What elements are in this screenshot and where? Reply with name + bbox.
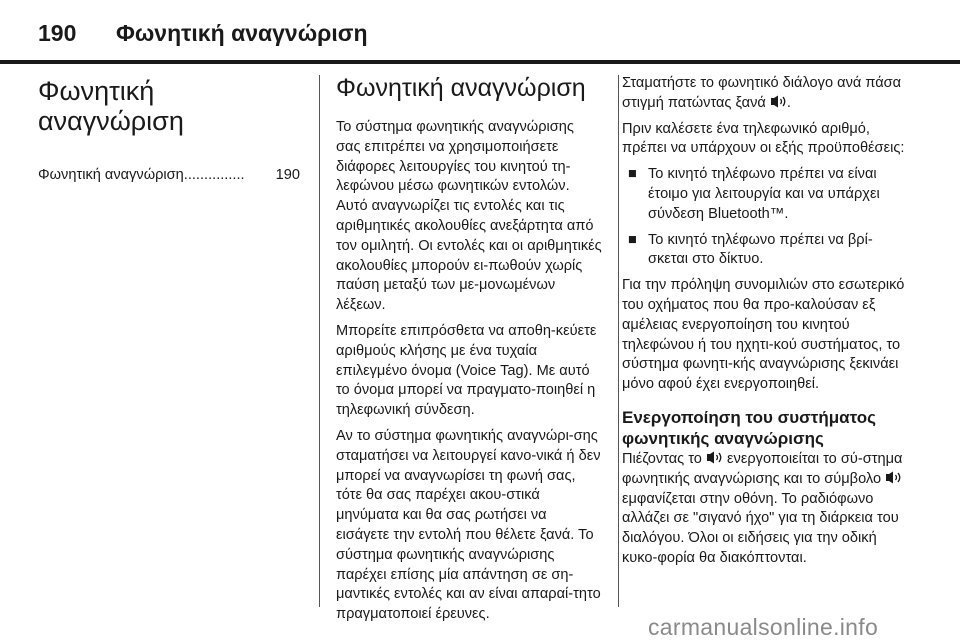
column-divider-2 [618,75,619,607]
prerequisites-paragraph: Πριν καλέσετε ένα τηλεφωνικό αριθμό, πρέπει να υπάρχουν οι εξής προϋποθέσεις: [622,120,905,157]
activation-paragraph: Πιέζοντας το ενεργοποιείται το σύ-στημα φωνητικής αναγνώρισης και το σύμβολο εμφανίζεται στην οθόνη. Το ραδιόφωνο αλλάζει σε "σιγανό ήχο" για τη διάρκεια του διαλόγου. Όλοι οι ειδήσεις για την οδική κυκο-φορία θα διακόπτονται. [622,450,903,566]
column-divider-1 [319,75,320,607]
section-heading: Φωνητική αναγνώριση [336,74,586,102]
activation-subheading: Ενεργοποίηση του συστήματος φωνητικής αναγνώρισης [622,407,876,448]
header-rule [0,60,960,64]
toc-title-line2: αναγνώριση [38,106,184,136]
bullet-mark: ■ [628,166,637,183]
list-item [622,165,912,224]
page-number: 190 [38,20,77,46]
voice-command-icon [885,471,902,484]
toc-column [38,74,300,186]
toc-entry-label: Φωνητική αναγνώριση [38,167,184,183]
voice-command-icon [770,95,787,108]
watermark: carmanualsonline.info [648,614,879,640]
toc-entry[interactable] [38,166,300,186]
bullet-mark: ■ [628,231,637,248]
bullet-text-1: Το κινητό τηλέφωνο πρέπει να είναι έτοιμο για λειτουργία και να υπάρχει σύνδεση Bluetooth™. [648,166,880,222]
prevention-paragraph: Για την πρόληψη συνομιλιών στο εσωτερικό του οχήματος που θα προ-καλούσαν εξ αμέλειας ενεργοποίηση του κινητού τηλεφώνου ή του ηχητι-κού συστήματος, το σύστημα φωνητι-κής αναγνώρισης ξεκινάει μόνο αφού έχει ενεργοποιηθεί. [622,277,905,393]
page-header-title: Φωνητική αναγνώριση [116,20,368,46]
main-column [336,74,602,631]
stop-dialog-paragraph: Σταματήστε το φωνητικό διάλογο ανά πάσα στιγμή πατώντας ξανά . [622,75,902,111]
right-column [622,74,912,575]
voice-tag-paragraph: Μπορείτε επιπρόσθετα να αποθη-κεύετε αριθμούς κλήσης με ένα τυχαία επιλεγμένο όνομα (Voice Tag). Με αυτό το όνομα μπορεί να πραγματο-ποιηθεί η τηλεφωνική σύνδεση. [336,322,597,419]
list-item [622,231,912,271]
toc-entry-page: 190 [275,167,300,183]
toc-title [38,76,300,136]
bullet-text-2: Το κινητό τηλέφωνο πρέπει να βρί-σκεται στο δίκτυο. [648,231,873,268]
voice-command-icon [706,451,723,464]
toc-entry-dots: ............... [183,167,245,183]
toc-title-line1: Φωνητική [38,76,155,106]
error-handling-paragraph: Αν το σύστημα φωνητικής αναγνώρι-σης σταματήσει να λειτουργεί κανο-νικά ή δεν μπορεί να αναγνωρίσει τη φωνή σας, τότε θα σας παρέχει ακου-στικά μηνύματα και θα σας ρωτήσει να εισάγετε την εντολή που θέλετε ξανά. Το σύστημα φωνητικής αναγνώρισης παρέχει επίσης μία απάντηση σε ση-μαντικές εντολές και αν είναι απαραί-τητο πραγματοποιεί έρευνες. [336,427,601,623]
intro-paragraph: Το σύστημα φωνητικής αναγνώρισης σας επιτρέπει να χρησιμοποιήσετε διάφορες λειτουργίες του κινητού τη-λεφώνου μέσω φωνητικών εντολών. Αυτό αναγνωρίζει τις εντολές και τις αριθμητικές ακολουθίες ανεξάρτητα από τον ομιλητή. Οι εντολές και οι αριθμητικές ακολουθίες μπορούν ει-πωθούν χωρίς παύση μεταξύ των με-μονωμένων λέξεων. [336,119,602,314]
